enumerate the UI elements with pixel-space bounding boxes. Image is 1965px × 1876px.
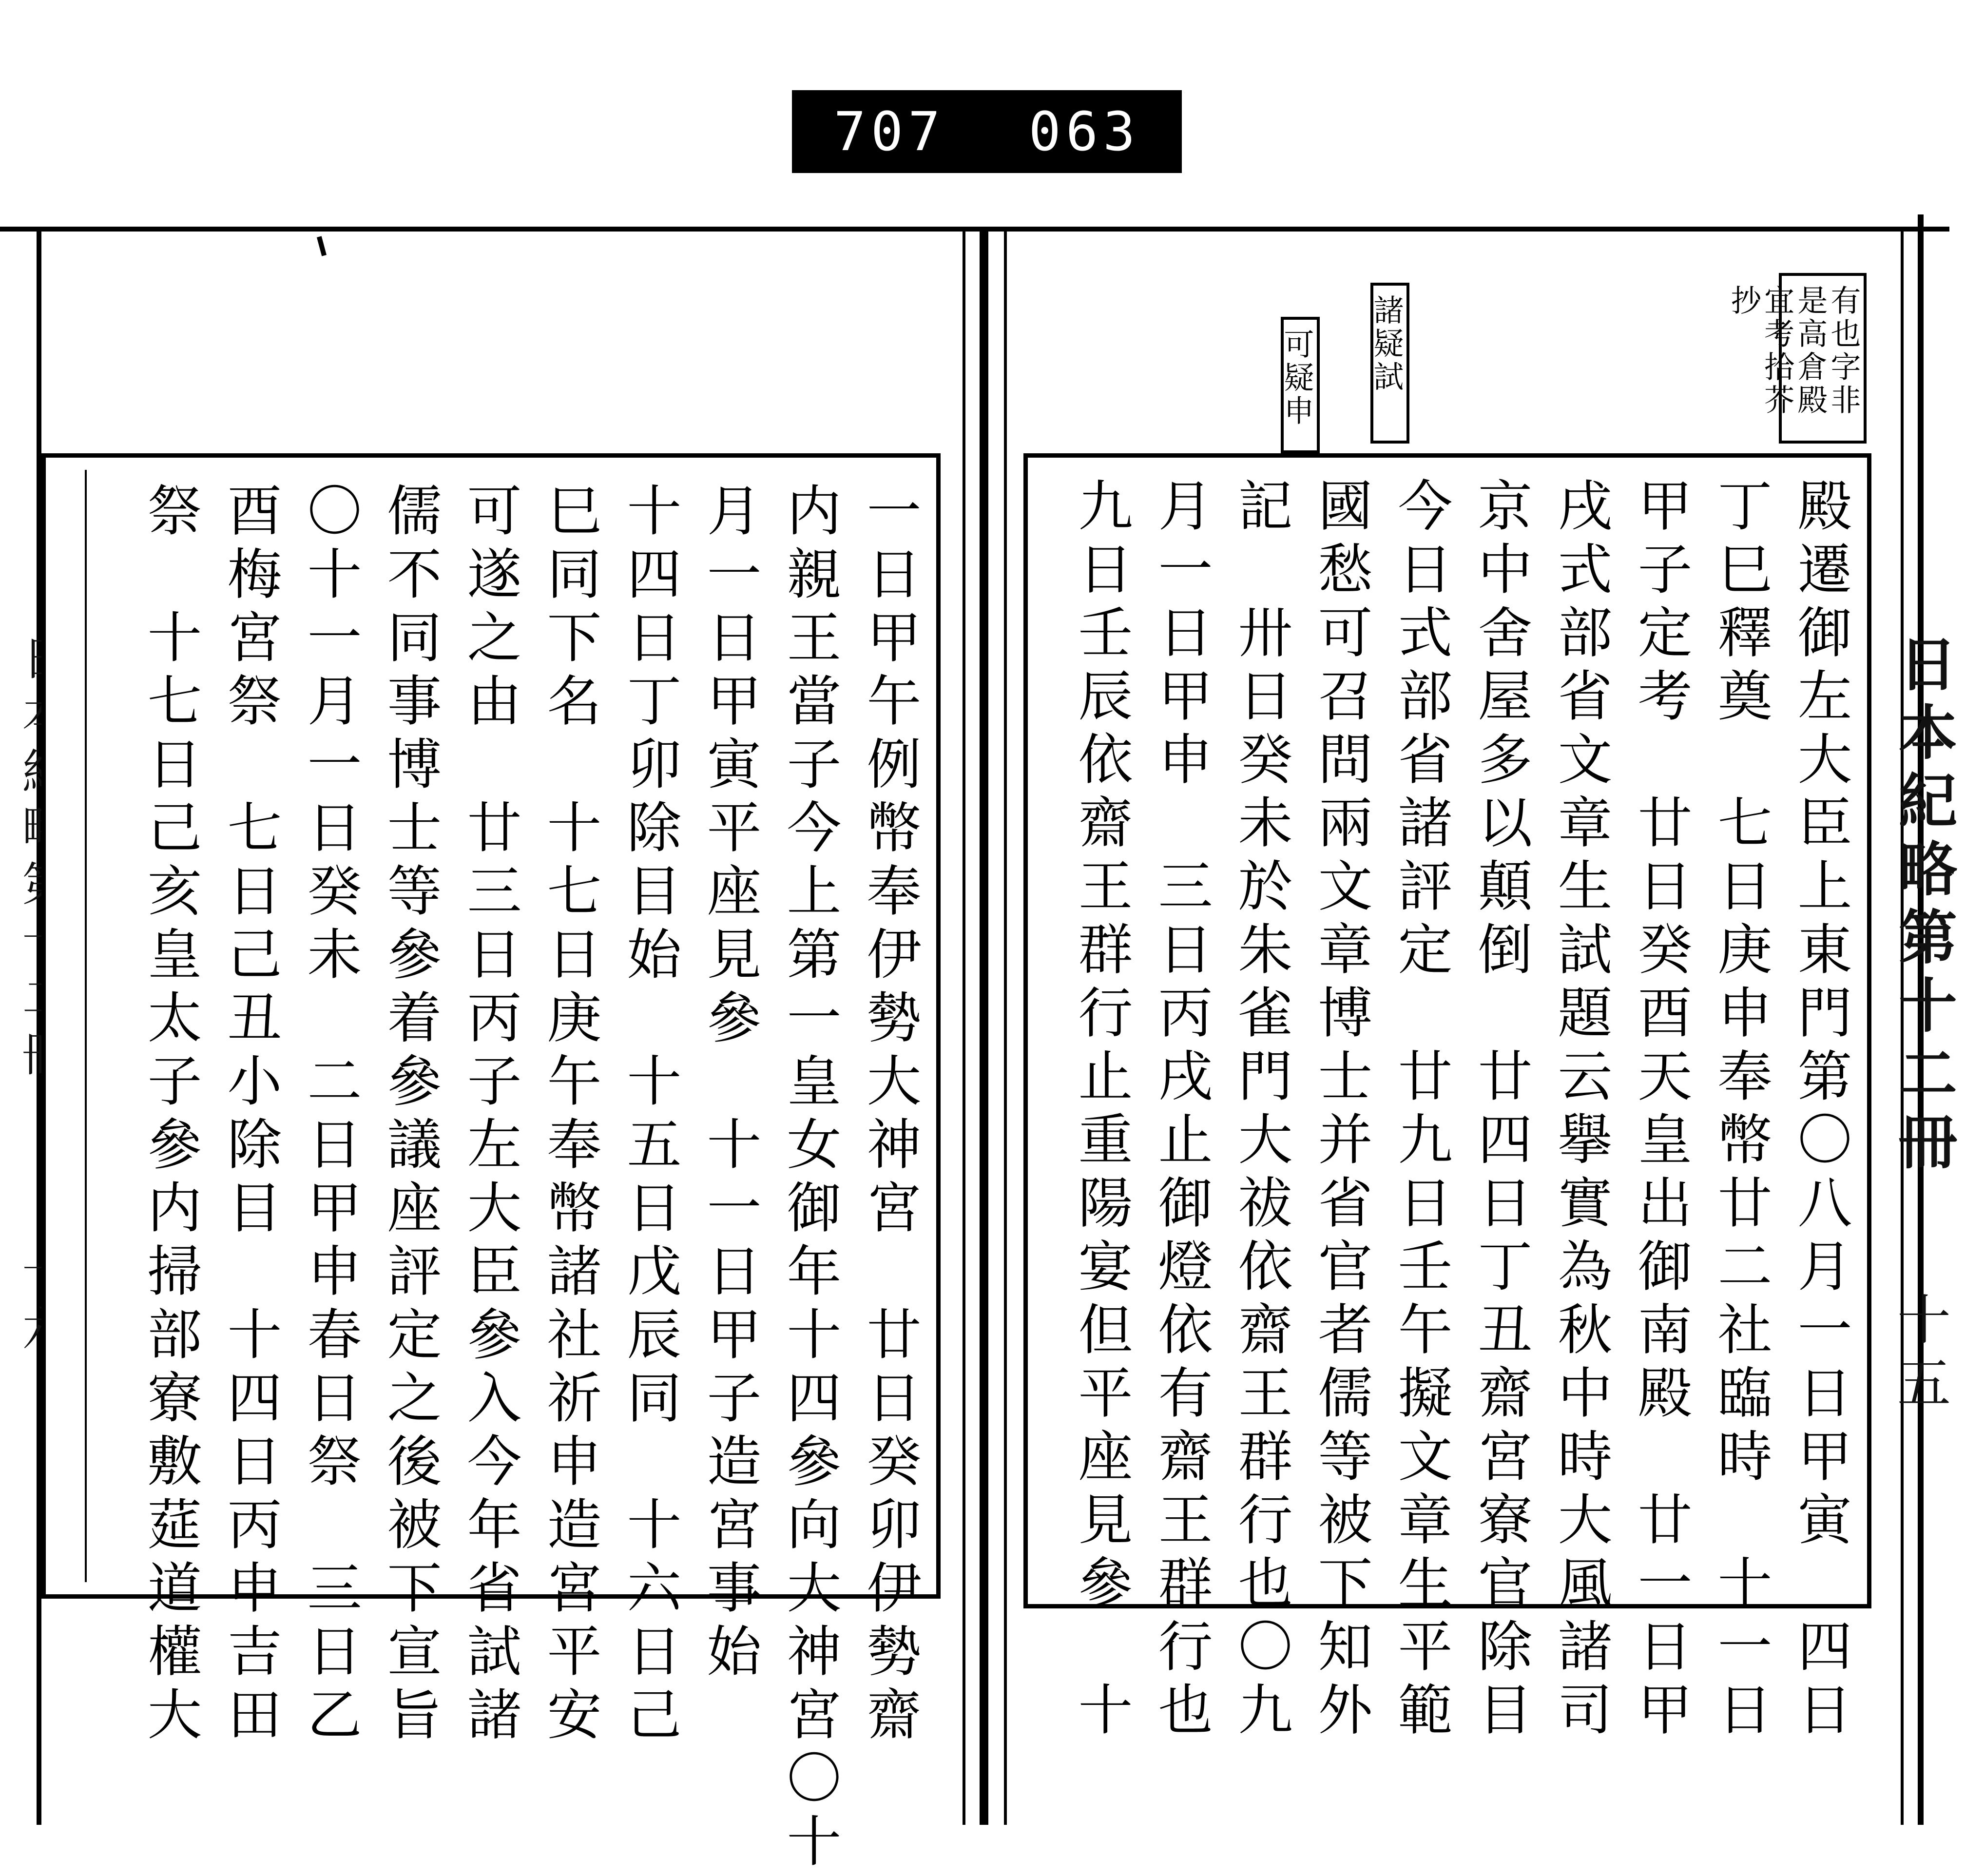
frame-number-reel: 707	[833, 100, 945, 163]
frame-number-plate	[792, 90, 1182, 173]
right-margin-page-number: 十五	[1888, 1292, 1951, 1418]
text-column: 殿遷御左大臣上東門第〇八月一日甲寅 四日	[1789, 477, 1852, 1744]
text-column: 儒不同事博士等參着參議座評定之後被下宣旨	[378, 482, 442, 1749]
text-column: 十四日丁卯除目始 十五日戊辰同 十六日己	[618, 482, 681, 1749]
left-page-fore-line	[963, 229, 965, 1825]
text-column: 九日壬辰依齋王群行止重陽宴但平座見參 十	[1069, 477, 1133, 1744]
right-margin-title: 日本紀略第十二冊	[1889, 634, 1958, 1180]
left-page-text-frame	[41, 453, 941, 1876]
text-column: 甲子定考 廿日癸酉天皇出御南殿 廿一日甲	[1629, 477, 1692, 1744]
book-spine	[980, 229, 988, 1825]
gloss-note-top-right: 有也字非是高倉殿宜考拾芥抄	[1779, 273, 1867, 444]
right-page-text-frame	[1023, 453, 1871, 1744]
text-column: 月一日甲申 三日丙戌止御燈依有齋王群行也	[1149, 477, 1213, 1744]
text-column: 内親王當子今上第一皇女御年十四參向大神宮〇十	[778, 482, 841, 1876]
text-column: 祭 十七日己亥皇太子參内掃部寮敷莚道權大	[138, 482, 202, 1749]
text-column: 可遂之由 廿三日丙子左大臣參入今年省試諸	[458, 482, 521, 1749]
text-column: 一日甲午例幣奉伊勢大神宮 廿日癸卯伊勢齋	[858, 482, 921, 1749]
text-column: 〇十一月一日癸未 二日甲申春日祭 三日乙	[298, 482, 362, 1749]
text-column: 月一日甲寅平座見參 十一日甲子造宮事始	[698, 482, 761, 1686]
text-column: 今日式部省諸評定 廿九日壬午擬文章生平範	[1389, 477, 1452, 1744]
text-column: 國愁可召問兩文章博士并省官者儒等被下知外	[1309, 477, 1372, 1744]
text-column: 京中舍屋多以顛倒 廿四日丁丑齋宮寮官除目	[1469, 477, 1532, 1744]
gloss-note-left: 可疑申	[1281, 317, 1320, 453]
scan-mark	[317, 236, 327, 256]
text-column: 丁巳釋奠 七日庚申奉幣廿二社臨時 十一日	[1709, 477, 1772, 1744]
text-column: 記 卅日癸未於朱雀門大祓依齋王群行也〇九	[1229, 477, 1292, 1744]
book-top-edge	[0, 227, 1949, 232]
text-column: 巳同下名 十七日庚午奉幣諸社祈申造宮平安	[538, 482, 601, 1749]
frame-number-frame: 063	[1028, 100, 1140, 163]
text-column: 戌式部省文章生試題云擧實為秋中時大風諸司	[1549, 477, 1612, 1744]
gloss-note-middle: 諸疑試	[1370, 283, 1409, 444]
text-column: 酉梅宮祭 七日己丑小除目 十四日丙申吉田	[218, 482, 282, 1749]
right-page-fore-line	[1004, 229, 1007, 1825]
